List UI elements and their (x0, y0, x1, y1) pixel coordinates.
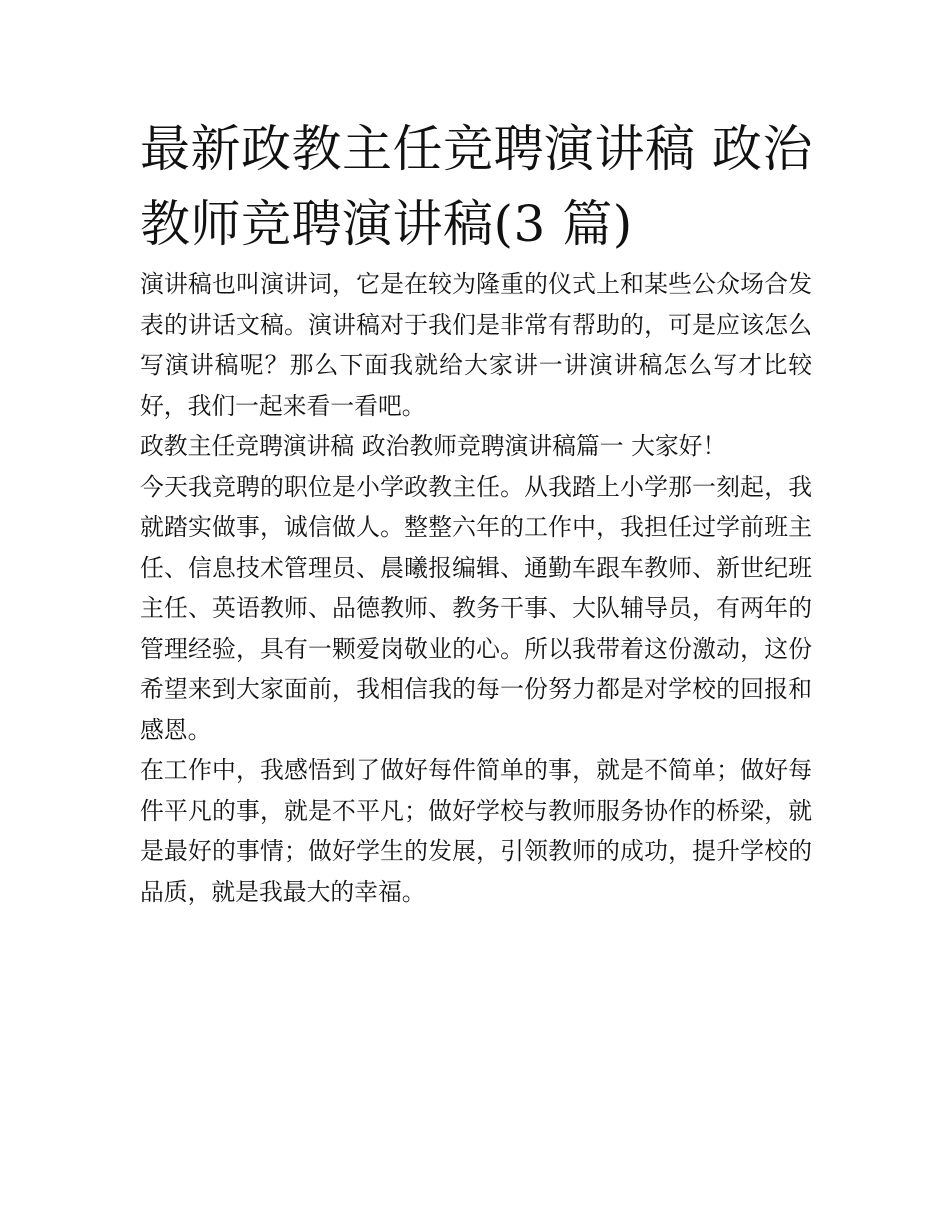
title-line-2: 教师竞聘演讲稿(3 篇) (140, 195, 633, 253)
body-paragraph-experience: 今天我竞聘的职位是小学政教主任。从我踏上小学那一刻起，我就踏实做事，诚信做人。整整六年的工作中，我担任过学前班主任、信息技术管理员、晨曦报编辑、通勤车跟车教师、新世纪班主任、英语教师、品德教师、教务干事、大队辅导员，有两年的管理经验，具有一颗爱岗敬业的心。所以我带着这份激动，这份希望来到大家面前，我相信我的每一份努力都是对学校的回报和感恩。 (140, 472, 812, 744)
title-line-1: 最新政教主任竞聘演讲稿 政治 (140, 120, 813, 178)
section-heading-paragraph: 政教主任竞聘演讲稿 政治教师竞聘演讲稿篇一 大家好！ (140, 432, 727, 460)
intro-paragraph: 演讲稿也叫演讲词，它是在较为隆重的仪式上和某些公众场合发表的讲话文稿。演讲稿对于我们是非常有帮助的，可是应该怎么写演讲稿呢？那么下面我就给大家讲一讲演讲稿怎么写才比较好，我们一起来看一看吧。 (140, 270, 812, 420)
document-title (140, 112, 812, 262)
document-page (140, 112, 812, 912)
body-paragraph-reflection: 在工作中，我感悟到了做好每件简单的事，就是不简单；做好每件平凡的事，就是不平凡；做好学校与教师服务协作的桥梁，就是最好的事情；做好学生的发展，引领教师的成功，提升学校的品质，就是我最大的幸福。 (140, 756, 812, 906)
